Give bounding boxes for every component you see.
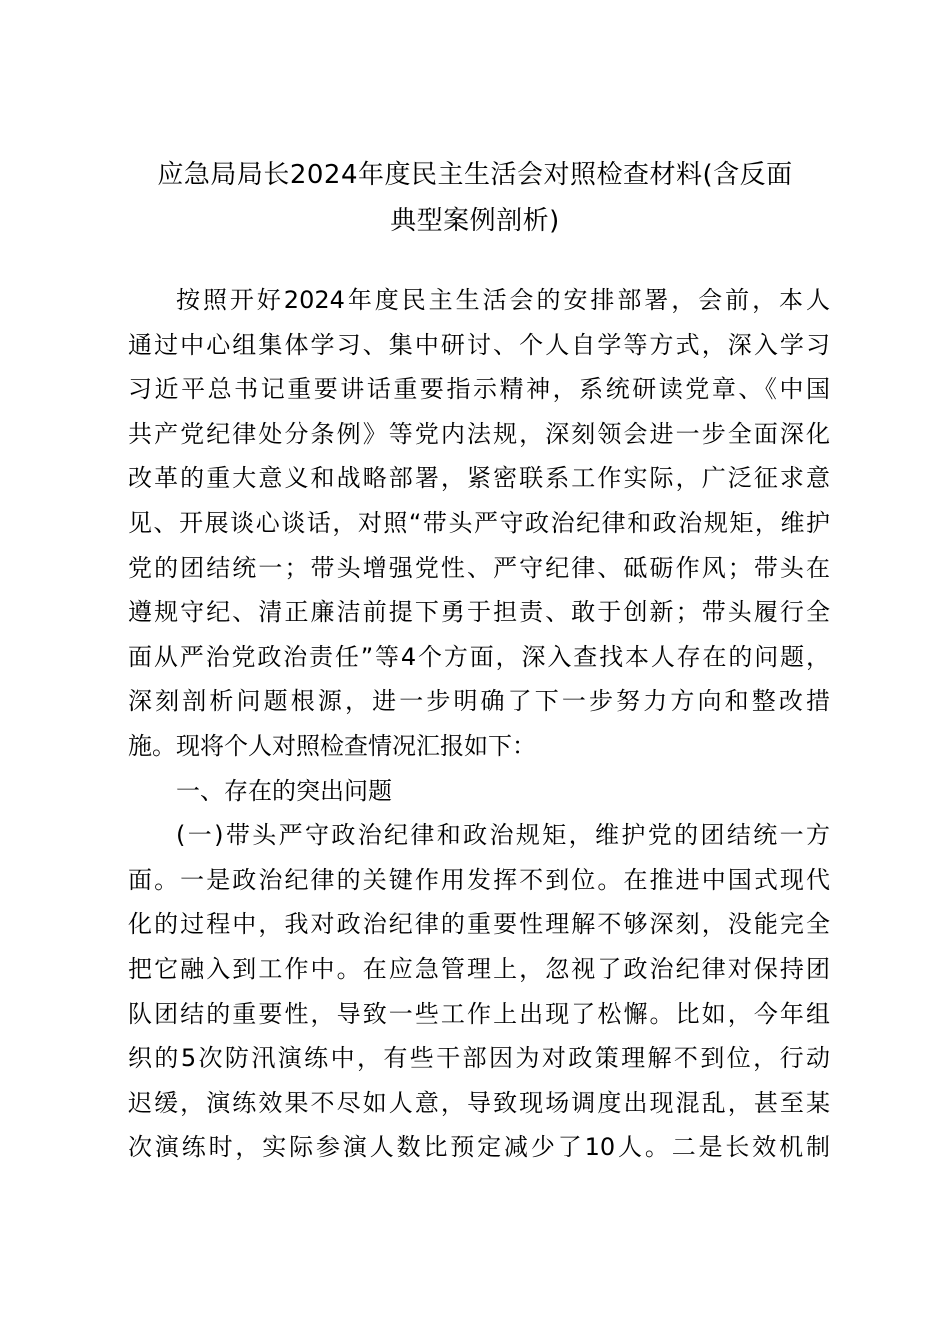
paragraph-intro bbox=[128, 278, 830, 769]
paragraph-problems bbox=[128, 813, 830, 1170]
paragraph-line: 化的过程中，我对政治纪律的重要性理解不够深刻，没能完全 bbox=[128, 910, 830, 939]
paragraph-line: 把它融入到工作中。在应急管理上，忽视了政治纪律对保持团 bbox=[128, 954, 830, 983]
paragraph-line: 见、开展谈心谈话，对照“带头严守政治纪律和政治规矩，维护 bbox=[128, 508, 830, 537]
paragraph-line: 面。一是政治纪律的关键作用发挥不到位。在推进中国式现代 bbox=[128, 865, 830, 894]
title-line: 应急局局长2024年度民主生活会对照检查材料(含反面 bbox=[157, 160, 793, 190]
paragraph-line: 习近平总书记重要讲话重要指示精神，系统研读党章、《中国 bbox=[128, 375, 830, 404]
paragraph-line: 按照开好2024年度民主生活会的安排部署，会前，本人 bbox=[176, 286, 830, 314]
section-heading-text: 一、存在的突出问题 bbox=[176, 776, 392, 805]
paragraph-line: 面从严治党政治责任”等4个方面，深入查找本人存在的问题， bbox=[128, 642, 830, 671]
paragraph-line: 队团结的重要性，导致一些工作上出现了松懈。比如，今年组 bbox=[128, 999, 830, 1028]
section-heading bbox=[128, 769, 830, 814]
paragraph-line: 遵规守纪、清正廉洁前提下勇于担责、敢于创新；带头履行全 bbox=[128, 598, 830, 627]
paragraph-line: 次演练时，实际参演人数比预定减少了10人。二是长效机制 bbox=[128, 1133, 830, 1162]
paragraph-line: 迟缓，演练效果不尽如人意，导致现场调度出现混乱，甚至某 bbox=[128, 1088, 830, 1117]
paragraph-line: 织的5次防汛演练中，有些干部因为对政策理解不到位，行动 bbox=[128, 1044, 830, 1073]
document-body bbox=[128, 278, 830, 1170]
paragraph-line: 通过中心组集体学习、集中研讨、个人自学等方式，深入学习 bbox=[128, 330, 830, 359]
paragraph-line: 施。现将个人对照检查情况汇报如下： bbox=[128, 731, 536, 760]
document-title bbox=[110, 152, 840, 244]
paragraph-line: (一)带头严守政治纪律和政治规矩，维护党的团结统一方 bbox=[176, 821, 830, 850]
paragraph-line: 共产党纪律处分条例》等党内法规，深刻领会进一步全面深化 bbox=[128, 419, 830, 448]
title-line: 典型案例剖析) bbox=[390, 206, 560, 236]
paragraph-line: 改革的重大意义和战略部署，紧密联系工作实际，广泛征求意 bbox=[128, 464, 830, 493]
paragraph-line: 党的团结统一；带头增强党性、严守纪律、砥砺作风；带头在 bbox=[128, 553, 830, 582]
paragraph-line: 深刻剖析问题根源，进一步明确了下一步努力方向和整改措 bbox=[128, 687, 830, 716]
